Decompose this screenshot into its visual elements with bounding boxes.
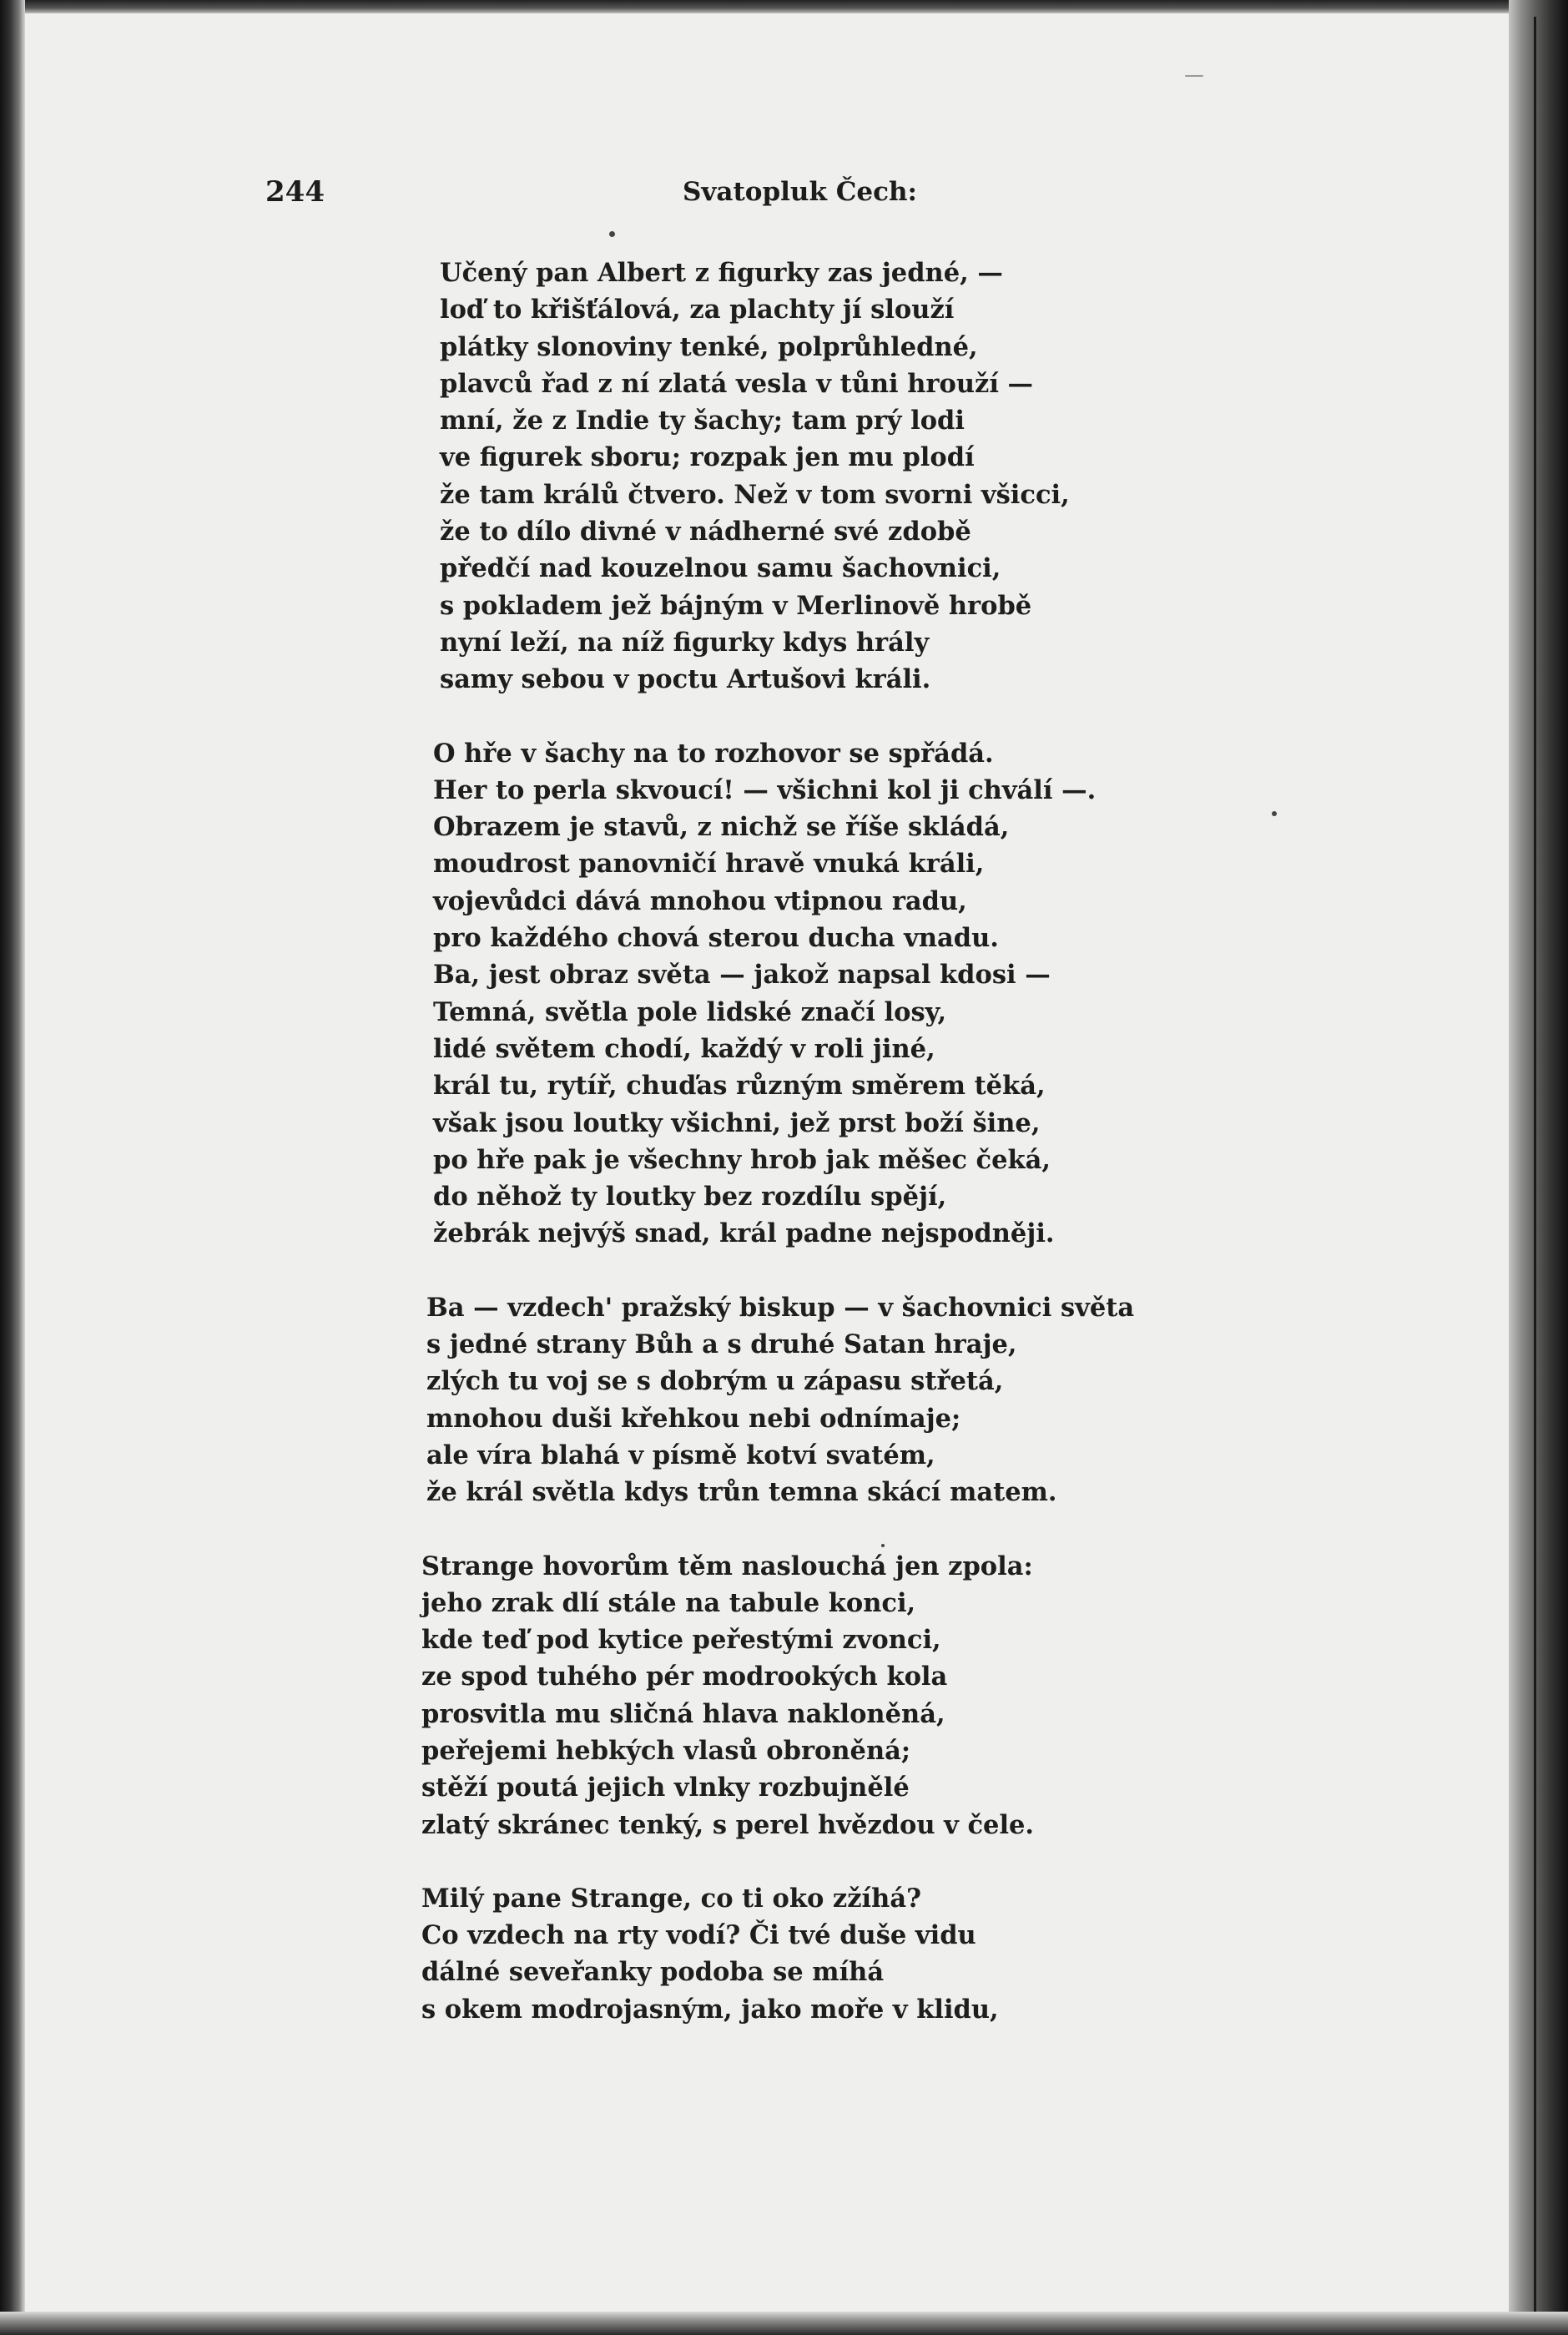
poem-line: loď to křišťálová, za plachty jí slouží — [440, 295, 955, 325]
poem-line: mnohou duši křehkou nebi odnímaje; — [426, 1403, 961, 1434]
scan-top-edge — [0, 0, 1568, 13]
scan-bottom-edge — [0, 2312, 1568, 2335]
book-gutter — [1509, 0, 1568, 2335]
scan-left-edge — [0, 0, 25, 2335]
stanza — [433, 735, 1256, 1253]
gutter-line — [1534, 17, 1536, 2312]
poem-line: Ba, jest obraz světa — jakož napsal kdosi — — [433, 960, 1051, 991]
poem-line: Učený pan Albert z figurky zas jedné, — — [440, 258, 1003, 288]
stanza — [426, 1289, 1256, 1511]
print-speck — [1272, 811, 1277, 816]
poem-line: ve figurek sboru; rozpak jen mu plodí — [440, 442, 975, 473]
poem-line: stěží poutá jejich vlnky rozbujnělé — [421, 1773, 910, 1803]
poem-line: s pokladem jež bájným v Merlinově hrobě — [440, 590, 1032, 621]
poem-line: samy sebou v poctu Artušovi králi. — [440, 664, 931, 695]
poem-line: Milý pane Strange, co ti oko zžíhá? — [421, 1883, 921, 1914]
print-speck — [1185, 75, 1203, 77]
page-header — [265, 167, 1183, 217]
poem-line: Ba — vzdech' pražský biskup — v šachovnici světa — [426, 1292, 1135, 1323]
poem-line: mní, že z Indie ty šachy; tam prý lodi — [440, 406, 965, 436]
poem-line: O hře v šachy na to rozhovor se spřádá. — [433, 738, 994, 769]
poem-line: předčí nad kouzelnou samu šachovnici, — [440, 553, 1001, 584]
poem-line: kde teď pod kytice peřestými zvonci, — [421, 1625, 941, 1656]
stanza — [421, 1880, 1256, 2028]
poem-line: pro každého chová sterou ducha vnadu. — [433, 923, 999, 954]
poem-line: s okem modrojasným, jako moře v klidu, — [421, 1994, 999, 2025]
poem-line: že to dílo divné v nádherné své zdobě — [440, 517, 971, 547]
poem-line: po hře pak je všechny hrob jak měšec čeká, — [433, 1144, 1051, 1175]
poem-line: dálné seveřanky podoba se míhá — [421, 1957, 885, 1988]
poem-line: však jsou loutky všichni, jež prst boží šine, — [433, 1107, 1041, 1138]
poem-line: Her to perla skvoucí! — všichni kol ji chválí —. — [433, 774, 1097, 805]
poem-line: zlých tu voj se s dobrým u zápasu střetá, — [426, 1366, 1004, 1397]
poem-line: že král světla kdys trůn temna skácí matem. — [426, 1477, 1057, 1508]
poem-line: Temná, světla pole lidské značí losy, — [433, 996, 947, 1027]
poem-line: vojevůdci dává mnohou vtipnou radu, — [433, 885, 967, 916]
poem-line: lidé světem chodí, každý v roli jiné, — [433, 1033, 935, 1064]
print-speck — [609, 231, 615, 237]
running-title: Svatopluk Čech: — [683, 177, 917, 207]
poem-line: plavců řad z ní zlatá vesla v tůni hrouží — — [440, 368, 1034, 399]
poem-line: že tam králů čtvero. Než v tom svorni všicci, — [440, 479, 1070, 510]
poem-line: s jedné strany Bůh a s druhé Satan hraje, — [426, 1329, 1017, 1360]
print-speck — [881, 1544, 885, 1547]
poem-text — [421, 255, 1256, 2065]
poem-line: peřejemi hebkých vlasů obroněná; — [421, 1735, 911, 1766]
poem-line: Obrazem je stavů, z nichž se říše skládá, — [433, 812, 1010, 843]
poem-line: Strange hovorům těm naslouchá jen zpola: — [421, 1551, 1033, 1581]
poem-line: ale víra blahá v písmě kotví svatém, — [426, 1440, 935, 1470]
stanza — [440, 255, 1256, 698]
poem-line: jeho zrak dlí stále na tabule konci, — [421, 1587, 916, 1618]
poem-line: ze spod tuhého pér modrookých kola — [421, 1662, 948, 1692]
poem-line: moudrost panovničí hravě vnuká králi, — [433, 849, 985, 880]
poem-line: zlatý skránec tenký, s perel hvězdou v čele. — [421, 1809, 1035, 1840]
stanza — [421, 1548, 1256, 1843]
poem-line: prosvitla mu sličná hlava nakloněná, — [421, 1698, 945, 1729]
poem-line: žebrák nejvýš snad, král padne nejspodněji. — [433, 1218, 1055, 1249]
poem-line: plátky slonoviny tenké, polprůhledné, — [440, 331, 978, 362]
poem-line: do něhož ty loutky bez rozdílu spějí, — [433, 1182, 947, 1213]
poem-line: král tu, rytíř, chuďas různým směrem těká, — [433, 1071, 1046, 1102]
poem-line: Co vzdech na rty vodí? Či tvé duše vidu — [421, 1920, 976, 1951]
page-number: 244 — [265, 175, 325, 209]
poem-line: nyní leží, na níž figurky kdys hrály — [440, 627, 930, 658]
